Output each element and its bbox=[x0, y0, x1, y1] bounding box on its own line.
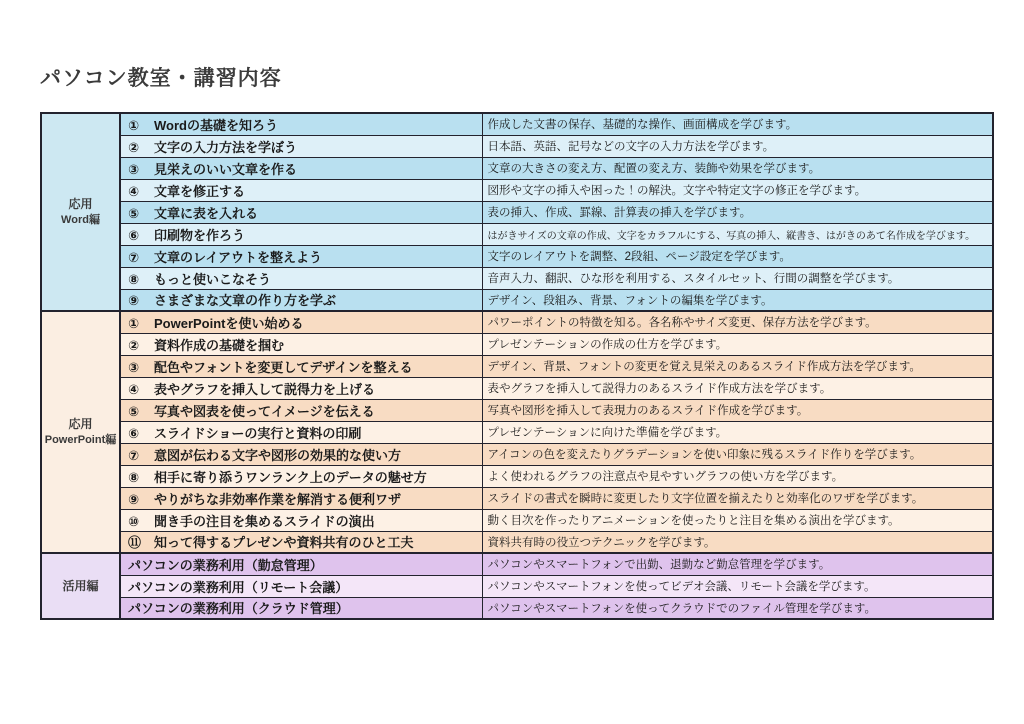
course-desc-cell: 作成した文書の保存、基礎的な操作、画面構成を学びます。 bbox=[482, 113, 993, 135]
course-title: Wordの基礎を知ろう bbox=[154, 117, 278, 133]
course-number: ② bbox=[128, 337, 140, 353]
course-title-cell bbox=[120, 113, 482, 135]
section-label-word bbox=[41, 113, 120, 311]
section-label-line2: Word編 bbox=[61, 213, 100, 226]
course-title: 文字の入力方法を学ぼう bbox=[154, 139, 298, 155]
course-title: 資料作成の基礎を掴む bbox=[154, 337, 285, 353]
course-title: 知って得するプレゼンや資料共有のひと工夫 bbox=[154, 535, 414, 551]
course-number: ⑥ bbox=[128, 425, 140, 441]
course-title: スライドショーの実行と資料の印刷 bbox=[154, 425, 362, 441]
course-number: ⑦ bbox=[128, 447, 140, 463]
course-number: ① bbox=[128, 117, 140, 133]
course-title-cell bbox=[120, 201, 482, 223]
table-row bbox=[41, 157, 993, 179]
course-desc-cell: 文章の大きさの変え方、配置の変え方、装飾や効果を学びます。 bbox=[482, 157, 993, 179]
course-title: もっと使いこなそう bbox=[154, 271, 272, 287]
course-title: 文章を修正する bbox=[154, 183, 246, 199]
section-katsuyo bbox=[41, 553, 993, 619]
course-desc-cell: 日本語、英語、記号などの文字の入力方法を学びます。 bbox=[482, 135, 993, 157]
course-number: ② bbox=[128, 139, 140, 155]
course-title: 意図が伝わる文字や図形の効果的な使い方 bbox=[154, 447, 402, 463]
course-title-cell bbox=[120, 399, 482, 421]
table-row bbox=[41, 179, 993, 201]
course-title-cell bbox=[120, 597, 482, 619]
course-title: 文章のレイアウトを整えよう bbox=[154, 249, 322, 265]
course-table bbox=[40, 112, 994, 620]
course-number: ⑩ bbox=[128, 513, 140, 529]
course-title: 表やグラフを挿入して説得力を上げる bbox=[154, 381, 376, 397]
section-label-katsuyo bbox=[41, 553, 120, 619]
course-number: ③ bbox=[128, 161, 140, 177]
course-number: ③ bbox=[128, 359, 140, 375]
course-title: 印刷物を作ろう bbox=[154, 227, 246, 243]
table-row bbox=[41, 531, 993, 553]
table-row bbox=[41, 399, 993, 421]
course-title-cell bbox=[120, 245, 482, 267]
course-title: やりがちな非効率作業を解消する便利ワザ bbox=[154, 491, 402, 507]
course-desc-cell: よく使われるグラフの注意点や見やすいグラフの使い方を学びます。 bbox=[482, 465, 993, 487]
course-title-cell bbox=[120, 509, 482, 531]
table-row bbox=[41, 333, 993, 355]
table-row bbox=[41, 135, 993, 157]
course-desc-cell: 図形や文字の挿入や困った！の解決。文字や特定文字の修正を学びます。 bbox=[482, 179, 993, 201]
page-title: パソコン教室・講習内容 bbox=[40, 67, 282, 90]
course-title-cell bbox=[120, 355, 482, 377]
course-desc-cell: はがきサイズの文章の作成、文字をカラフルにする、写真の挿入、縦書き、はがきのあて名作成を学びます。 bbox=[482, 223, 993, 245]
table-row bbox=[41, 597, 993, 619]
course-number: ④ bbox=[128, 183, 140, 199]
course-desc-cell: 文字のレイアウトを調整、2段組、ページ設定を学びます。 bbox=[482, 245, 993, 267]
course-title: さまざまな文章の作り方を学ぶ bbox=[154, 293, 337, 309]
course-number: ⑨ bbox=[128, 293, 140, 309]
course-number: ⑧ bbox=[128, 271, 140, 287]
table-row bbox=[41, 201, 993, 223]
course-title-cell bbox=[120, 135, 482, 157]
course-title: 文章に表を入れる bbox=[154, 205, 259, 221]
course-title-cell bbox=[120, 157, 482, 179]
course-desc-cell: スライドの書式を瞬時に変更したり文字位置を揃えたりと効率化のワザを学びます。 bbox=[482, 487, 993, 509]
course-title-cell bbox=[120, 575, 482, 597]
course-number: ⑥ bbox=[128, 227, 140, 243]
table-row bbox=[41, 575, 993, 597]
course-desc-cell: 表の挿入、作成、罫線、計算表の挿入を学びます。 bbox=[482, 201, 993, 223]
course-title: 写真や図表を使ってイメージを伝える bbox=[154, 403, 375, 419]
course-number: ⑪ bbox=[128, 535, 142, 551]
course-number: ⑨ bbox=[128, 491, 140, 507]
course-title: 聞き手の注目を集めるスライドの演出 bbox=[154, 513, 375, 529]
section-label-powerpoint bbox=[41, 311, 120, 553]
table-row bbox=[41, 553, 993, 575]
table-row bbox=[41, 245, 993, 267]
table-row bbox=[41, 377, 993, 399]
table-row bbox=[41, 443, 993, 465]
course-number: ⑧ bbox=[128, 469, 140, 485]
course-title-cell bbox=[120, 179, 482, 201]
course-title: 見栄えのいい文章を作る bbox=[154, 161, 298, 177]
table-row bbox=[41, 289, 993, 311]
course-title: パソコンの業務利用（クラウド管理） bbox=[128, 601, 349, 617]
course-title-cell bbox=[120, 531, 482, 553]
section-label-line1: 応用 bbox=[68, 417, 93, 432]
course-number: ④ bbox=[128, 381, 140, 397]
course-title-cell bbox=[120, 487, 482, 509]
course-title: 配色やフォントを変更してデザインを整える bbox=[154, 359, 413, 375]
course-number: ① bbox=[128, 315, 140, 331]
table-row bbox=[41, 509, 993, 531]
section-label-line1: 活用編 bbox=[62, 578, 99, 593]
course-title-cell bbox=[120, 289, 482, 311]
course-desc-cell: 写真や図形を挿入して表現力のあるスライド作成を学びます。 bbox=[482, 399, 993, 421]
course-title: パソコンの業務利用（リモート会議） bbox=[128, 579, 349, 595]
course-title-cell bbox=[120, 421, 482, 443]
course-title-cell bbox=[120, 553, 482, 575]
table-row bbox=[41, 355, 993, 377]
section-label-line1: 応用 bbox=[68, 197, 93, 212]
course-title-cell bbox=[120, 223, 482, 245]
table-row bbox=[41, 267, 993, 289]
course-desc-cell: プレゼンテーションに向けた準備を学びます。 bbox=[482, 421, 993, 443]
course-title-cell bbox=[120, 443, 482, 465]
course-desc-cell: アイコンの色を変えたりグラデーションを使い印象に残るスライド作りを学びます。 bbox=[482, 443, 993, 465]
course-desc-cell: パソコンやスマートフォンを使ってクラウドでのファイル管理を学びます。 bbox=[482, 597, 993, 619]
course-desc-cell: パワーポイントの特徴を知る。各名称やサイズ変更、保存方法を学びます。 bbox=[482, 311, 993, 333]
course-title-cell bbox=[120, 311, 482, 333]
course-title: 相手に寄り添うワンランク上のデータの魅せ方 bbox=[154, 469, 427, 485]
course-title-cell bbox=[120, 333, 482, 355]
table-row bbox=[41, 421, 993, 443]
course-number: ⑦ bbox=[128, 249, 140, 265]
table-row bbox=[41, 465, 993, 487]
course-number: ⑤ bbox=[128, 205, 140, 221]
course-desc-cell: デザイン、背景、フォントの変更を覚え見栄えのあるスライド作成方法を学びます。 bbox=[482, 355, 993, 377]
course-desc-cell: パソコンやスマートフォンを使ってビデオ会議、リモート会議を学びます。 bbox=[482, 575, 993, 597]
course-desc-cell: 音声入力、翻訳、ひな形を利用する、スタイルセット、行間の調整を学びます。 bbox=[482, 267, 993, 289]
course-title-cell bbox=[120, 267, 482, 289]
table-row bbox=[41, 223, 993, 245]
course-title-cell bbox=[120, 465, 482, 487]
section-powerpoint bbox=[41, 311, 993, 553]
table-row bbox=[41, 311, 993, 333]
section-word bbox=[41, 113, 993, 311]
course-title: パソコンの業務利用（勤怠管理） bbox=[128, 557, 323, 573]
table-row bbox=[41, 113, 993, 135]
course-desc-cell: デザイン、段組み、背景、フォントの編集を学びます。 bbox=[482, 289, 993, 311]
course-number: ⑤ bbox=[128, 403, 140, 419]
section-label-line2: PowerPoint編 bbox=[44, 433, 117, 446]
course-desc-cell: パソコンやスマートフォンで出勤、退勤など勤怠管理を学びます。 bbox=[482, 553, 993, 575]
course-title-cell bbox=[120, 377, 482, 399]
table-row bbox=[41, 487, 993, 509]
course-desc-cell: 資料共有時の役立つテクニックを学びます。 bbox=[482, 531, 993, 553]
course-desc-cell: 表やグラフを挿入して説得力のあるスライド作成方法を学びます。 bbox=[482, 377, 993, 399]
course-title: PowerPointを使い始める bbox=[154, 315, 304, 331]
course-desc-cell: プレゼンテーションの作成の仕方を学びます。 bbox=[482, 333, 993, 355]
course-desc-cell: 動く目次を作ったりアニメーションを使ったりと注目を集める演出を学びます。 bbox=[482, 509, 993, 531]
